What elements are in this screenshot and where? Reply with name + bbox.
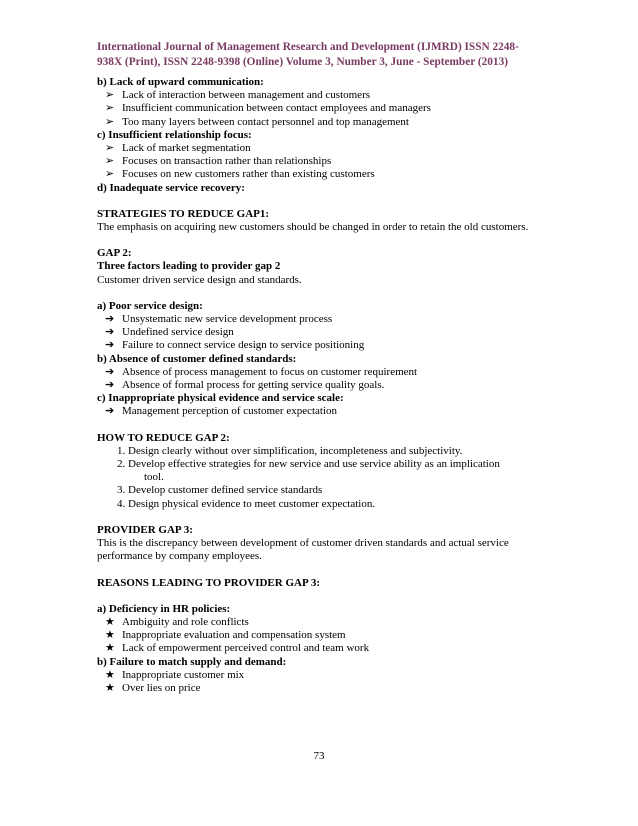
journal-header [97,40,541,70]
gap3-a-title: a) Deficiency in HR policies: [97,602,231,615]
strategies-gap1-heading: STRATEGIES TO REDUCE GAP1: [97,207,270,220]
gap1-c-title: c) Insufficient relationship focus: [97,128,252,141]
checkmark-bullet-icon: ➢ [105,168,115,181]
list-item: ★ Inappropriate evaluation and compensation system [105,629,346,642]
star-bullet-icon: ★ [105,668,115,681]
checkmark-bullet-icon: ➢ [105,102,115,115]
arrow-bullet-icon: ➔ [105,365,115,378]
arrow-bullet-icon: ➔ [105,313,115,326]
gap2-subheading: Three factors leading to provider gap 2 [97,260,281,273]
numbered-item: 4. Design physical evidence to meet customer expectation. [117,497,376,510]
gap1-d-title: d) Inadequate service recovery: [97,181,245,194]
list-item: ➔ Absence of process management to focus on customer requirement [105,365,418,378]
gap2-heading: GAP 2: [97,247,132,260]
list-item: ★ Inappropriate customer mix [105,668,245,681]
gap2-description: Customer driven service design and standards. [97,273,302,286]
gap2-b-title: b) Absence of customer defined standards: [97,352,297,365]
strategies-gap1-text: The emphasis on acquiring new customers should be changed in order to retain the old customers. [97,221,529,234]
numbered-item: 3. Develop customer defined service standards [117,484,323,497]
list-item: ➢ Lack of interaction between management and customers [105,89,371,102]
list-item: ★ Over lies on price [105,681,201,694]
list-item: ➔ Failure to connect service design to service positioning [105,339,365,352]
gap2-c-title: c) Inappropriate physical evidence and service scale: [97,392,344,405]
arrow-bullet-icon: ➔ [105,379,115,392]
list-item: ➢ Focuses on transaction rather than relationships [105,155,332,168]
checkmark-bullet-icon: ➢ [105,89,115,102]
gap2-a-title: a) Poor service design: [97,299,203,312]
list-item: ➔ Management perception of customer expectation [105,405,338,418]
numbered-item-continuation: tool. [144,471,164,484]
page-content [97,40,541,695]
star-bullet-icon: ★ [105,629,115,642]
checkmark-bullet-icon: ➢ [105,155,115,168]
star-bullet-icon: ★ [105,642,115,655]
list-item: ➔ Unsystematic new service development process [105,313,333,326]
list-item: ➢ Insufficient communication between contact employees and managers [105,102,431,115]
header-line-2: 938X (Print), ISSN 2248-9398 (Online) Volume 3, Number 3, June - September (2013) [97,56,508,68]
list-item: ➔ Absence of formal process for getting service quality goals. [105,379,385,392]
header-line-1: International Journal of Management Research and Development (IJMRD) ISSN 2248- [97,41,519,53]
gap3-b-title: b) Failure to match supply and demand: [97,655,287,668]
star-bullet-icon: ★ [105,615,115,628]
reasons-gap3-heading: REASONS LEADING TO PROVIDER GAP 3: [97,576,320,589]
page-number: 73 [313,750,325,762]
list-item: ➢ Lack of market segmentation [105,142,251,155]
gap3-heading: PROVIDER GAP 3: [97,523,193,536]
checkmark-bullet-icon: ➢ [105,115,115,128]
star-bullet-icon: ★ [105,681,115,694]
list-item: ★ Ambiguity and role conflicts [105,615,249,628]
gap1-b-title: b) Lack of upward communication: [97,76,264,88]
list-item: ★ Lack of empowerment perceived control and team work [105,642,370,655]
list-item: ➢ Too many layers between contact personnel and top management [105,115,409,128]
arrow-bullet-icon: ➔ [105,339,115,352]
gap3-text: This is the discrepancy between development of customer driven standards and actual service performance by company employees. [97,537,509,563]
list-item: ➢ Focuses on new customers rather than existing customers [105,168,375,181]
arrow-bullet-icon: ➔ [105,405,115,418]
reduce-gap2-heading: HOW TO REDUCE GAP 2: [97,431,230,444]
arrow-bullet-icon: ➔ [105,326,115,339]
numbered-item: 2. Develop effective strategies for new service and use service ability as an implication [117,458,500,471]
checkmark-bullet-icon: ➢ [105,142,115,155]
list-item: ➔ Undefined service design [105,326,234,339]
numbered-item: 1. Design clearly without over simplification, incompleteness and subjectivity. [117,444,463,457]
